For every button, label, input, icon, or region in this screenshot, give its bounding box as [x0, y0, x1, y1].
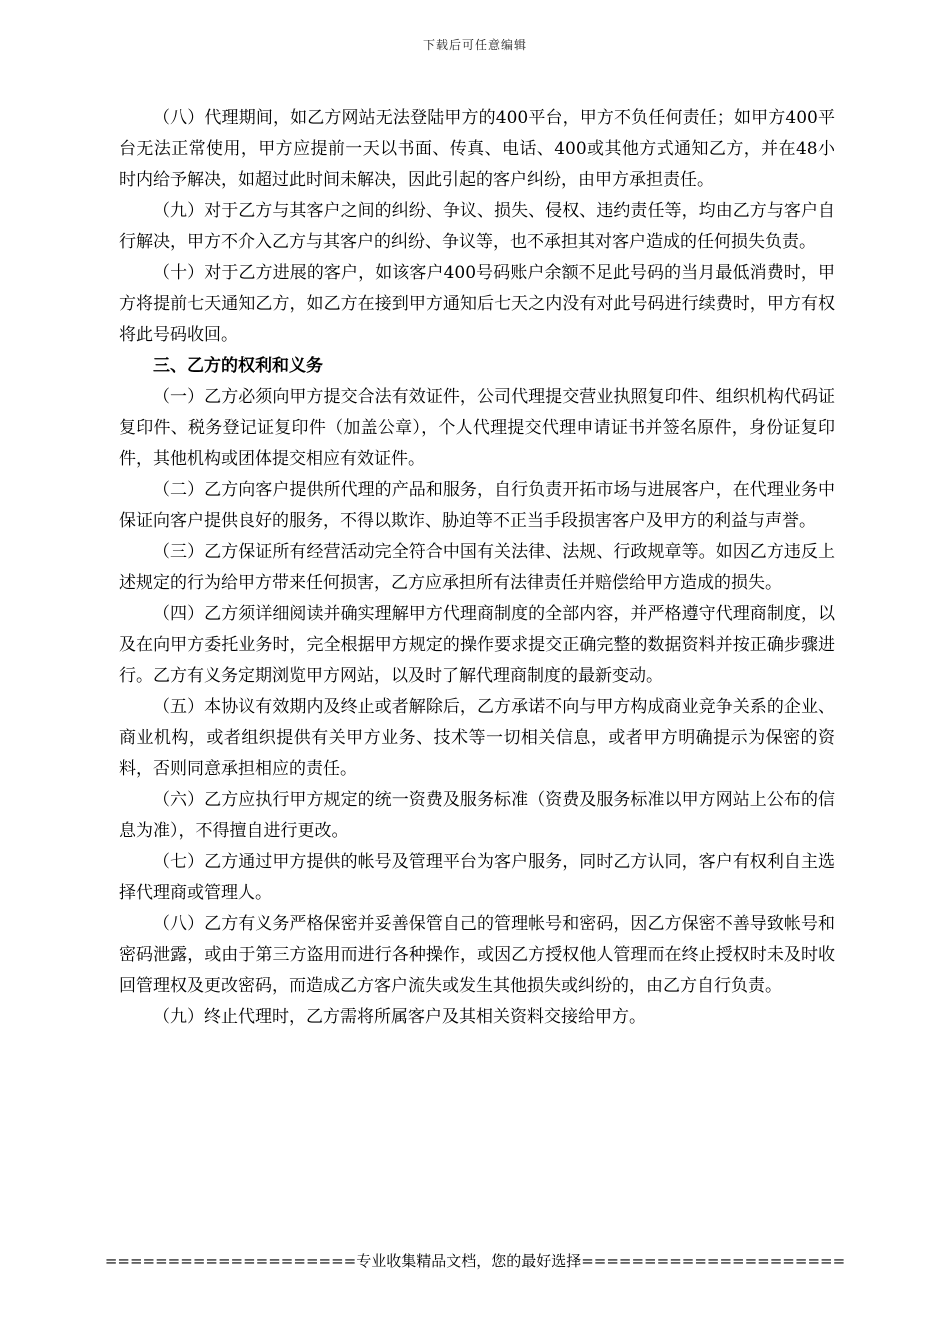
page-header-note: 下载后可任意编辑: [422, 38, 527, 52]
section-heading-party-b-rights: 三、乙方的权利和义务: [153, 356, 323, 376]
clause-8-agent-period: （八）代理期间，如乙方网站无法登陆甲方的400平台，甲方不负任何责任；如甲方400平台无法正常使用，甲方应提前一天以书面、传真、电话、400或其他方式通知乙方，并在48小时内给予解决，如超过此时间未解决，因此引起的客户纠纷，由甲方承担责任。: [119, 108, 835, 190]
clause-b8-account-security: （八）乙方有义务严格保密并妥善保管自己的管理帐号和密码，因乙方保密不善导致帐号和密码泄露，或由于第三方盗用而进行各种操作，或因乙方授权他人管理而在终止授权时未及时收回管理权及更改密码，而造成乙方客户流失或发生其他损失或纠纷的，由乙方自行负责。: [119, 914, 835, 996]
clause-10-balance: （十）对于乙方进展的客户，如该客户400号码账户余额不足此号码的当月最低消费时，甲方将提前七天通知乙方，如乙方在接到甲方通知后七天之内没有对此号码进行续费时，甲方有权将此号码收回。: [119, 263, 835, 345]
clause-b7-account-platform: （七）乙方通过甲方提供的帐号及管理平台为客户服务，同时乙方认同，客户有权利自主选择代理商或管理人。: [119, 852, 835, 903]
clause-b6-pricing: （六）乙方应执行甲方规定的统一资费及服务标准（资费及服务标准以甲方网站上公布的信息为准），不得擅自进行更改。: [119, 790, 835, 841]
clause-b2-services: （二）乙方向客户提供所代理的产品和服务，自行负责开拓市场与进展客户，在代理业务中保证向客户提供良好的服务，不得以欺诈、胁迫等不正当手段损害客户及甲方的利益与声誉。: [119, 480, 835, 531]
clause-b9-termination: （九）终止代理时，乙方需将所属客户及其相关资料交接给甲方。: [153, 1007, 646, 1027]
clause-b4-agent-rules: （四）乙方须详细阅读并确实理解甲方代理商制度的全部内容，并严格遵守代理商制度，以及在向甲方委托业务时，完全根据甲方规定的操作要求提交正确完整的数据资料并按正确步骤进行。乙方有义务定期浏览甲方网站，以及时了解代理商制度的最新变动。: [119, 604, 835, 686]
clause-9-disputes: （九）对于乙方与其客户之间的纠纷、争议、损失、侵权、违约责任等，均由乙方与客户自行解决，甲方不介入乙方与其客户的纠纷、争议等，也不承担其对客户造成的任何损失负责。: [119, 201, 835, 252]
clause-b1-documents: （一）乙方必须向甲方提交合法有效证件，公司代理提交营业执照复印件、组织机构代码证复印件、税务登记证复印件（加盖公章），个人代理提交代理申请证书并签名原件，身份证复印件，其他机构或团体提交相应有效证件。: [119, 387, 835, 469]
page-footer-banner: ====================专业收集精品文档，您的最好选择=====================: [104, 1252, 846, 1270]
document-body: [119, 103, 835, 1033]
clause-b3-compliance: （三）乙方保证所有经营活动完全符合中国有关法律、法规、行政规章等。如因乙方违反上述规定的行为给甲方带来任何损害，乙方应承担所有法律责任并赔偿给甲方造成的损失。: [119, 542, 835, 593]
clause-b5-confidentiality: （五）本协议有效期内及终止或者解除后，乙方承诺不向与甲方构成商业竞争关系的企业、商业机构，或者组织提供有关甲方业务、技术等一切相关信息，或者甲方明确提示为保密的资料，否则同意承担相应的责任。: [119, 697, 835, 779]
